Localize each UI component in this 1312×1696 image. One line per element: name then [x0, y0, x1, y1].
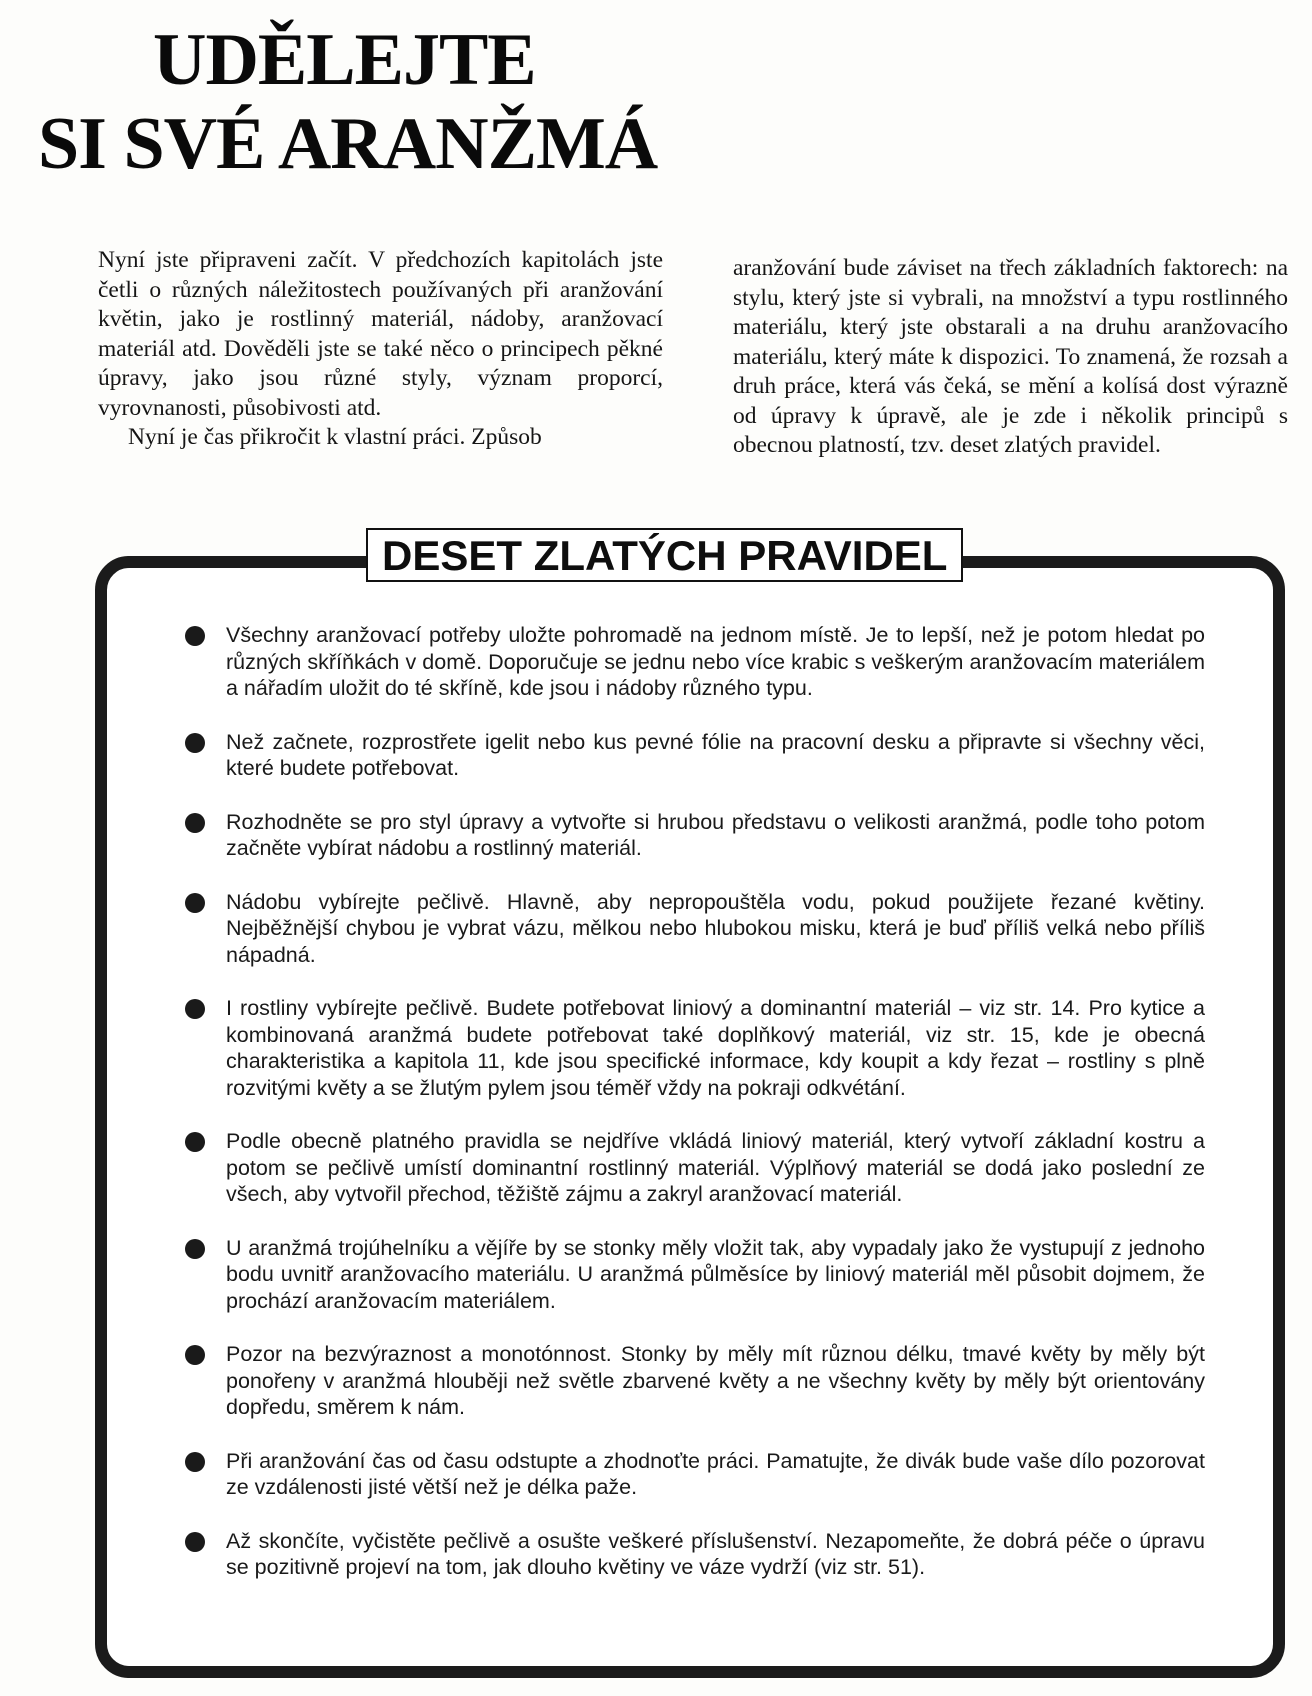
rules-list — [180, 622, 1205, 1608]
bullet-icon — [185, 999, 205, 1019]
rule-item — [180, 1448, 1205, 1501]
page-title — [38, 18, 657, 186]
bullet-icon — [185, 1532, 205, 1552]
rule-text: U aranžmá trojúhelníku a vějíře by se stonky měly vložit tak, aby vypadaly jako že vystupují z jednoho bodu uvnitř aranžovacího materiálu. U aranžmá půlměsíce by liniový materiál měl působit dojmem, že prochází aranžovacím materiálem. — [226, 1235, 1205, 1313]
rule-text: Při aranžování čas od času odstupte a zhodnoťte práci. Pamatujte, že divák bude vaše dílo pozorovat ze vzdálenosti jisté větší než je délka paže. — [226, 1448, 1205, 1499]
bullet-icon — [185, 1239, 205, 1259]
intro-paragraph-2: Nyní je čas přikročit k vlastní práci. Způsob — [128, 424, 542, 450]
rule-text: Všechny aranžovací potřeby uložte pohromadě na jednom místě. Je to lepší, než je potom hledat po různých skříňkách v domě. Doporučuje se jednu nebo více krabic s veškerým aranžovacím materiálem a nářadím uložit do té skříně, kde jsou i nádoby různého typu. — [226, 623, 1205, 700]
bullet-icon — [185, 733, 205, 753]
bullet-icon — [185, 1132, 205, 1152]
rule-item — [180, 1235, 1205, 1315]
rule-text: Než začnete, rozprostřete igelit nebo kus pevné fólie na pracovní desku a připravte si všechny věci, které budete potřebovat. — [226, 729, 1205, 780]
intro-paragraph-1: Nyní jste připraveni začít. V předchozích kapitolách jste četli o různých náležitostech používaných při aranžování květin, jako je rostlinný materiál, nádoby, aranžovací materiál atd. Dověděli jste se také něco o principech pěkné úpravy, jako jsou různé styly, význam proporcí, vyrovnanosti, působivosti atd. — [98, 247, 663, 421]
bullet-icon — [185, 1345, 205, 1365]
rules-box-title: DESET ZLATÝCH PRAVIDEL — [366, 528, 963, 582]
rule-item — [180, 809, 1205, 862]
bullet-icon — [185, 626, 205, 646]
bullet-icon — [185, 893, 205, 913]
rule-item — [180, 1528, 1205, 1581]
rule-item — [180, 1128, 1205, 1208]
rule-item — [180, 622, 1205, 702]
intro-left-column — [98, 246, 663, 453]
rule-item — [180, 729, 1205, 782]
rule-text: Pozor na bezvýraznost a monotónnost. Stonky by měly mít různou délku, tmavé květy by měly být ponořeny v aranžmá hlouběji než světle zbarvené květy a ne všechny květy by měly být orientovány dopředu, směrem k nám. — [226, 1342, 1205, 1419]
rule-text: Až skončíte, vyčistěte pečlivě a osušte veškeré příslušenství. Nezapomeňte, že dobrá péče o úpravu se pozitivně projeví na tom, jak dlouho květiny ve váze vydrží (viz str. 51). — [226, 1528, 1205, 1579]
rule-text: I rostliny vybírejte pečlivě. Budete potřebovat liniový a dominantní materiál – viz str. 14. Pro kytice a kombinovaná aranžmá budete potřebovat také doplňkový materiál, viz str. 15, kde je obecná charakteristika a kapitola 11, kde jsou specifické informace, kdy koupit a kdy řezat – rostliny s plně rozvitými květy a se žlutým pylem jsou téměř vždy na pokraji odkvétání. — [226, 996, 1205, 1100]
rule-item — [180, 995, 1205, 1101]
title-line-1: UDĚLEJTE — [153, 19, 536, 101]
bullet-icon — [185, 1452, 205, 1472]
intro-right-column — [733, 254, 1288, 461]
rule-text: Podle obecně platného pravidla se nejdříve vkládá liniový materiál, který vytvoří základní kostru a potom se pečlivě umístí dominantní rostlinný materiál. Výplňový materiál se dodá jako poslední ze všech, aby vytvořil přechod, těžiště zájmu a zakryl aranžovací materiál. — [226, 1129, 1205, 1206]
rule-item — [180, 1341, 1205, 1421]
rule-text: Rozhodněte se pro styl úpravy a vytvořte si hrubou představu o velikosti aranžmá, podle toho potom začněte vybírat nádobu a rostlinný materiál. — [226, 809, 1205, 860]
rule-item — [180, 889, 1205, 969]
rule-text: Nádobu vybírejte pečlivě. Hlavně, aby nepropouštěla vodu, pokud použijete řezané květiny. Nejběžnější chybou je vybrat vázu, mělkou nebo hlubokou misku, která je buď příliš velká nebo příliš nápadná. — [226, 889, 1205, 967]
bullet-icon — [185, 813, 205, 833]
intro-paragraph-3: aranžování bude záviset na třech základních faktorech: na stylu, který jste si vybrali, na množství a typu rostlinného materiálu, který jste obstarali a na druhu aranžovacího materiálu, který máte k dispozici. To znamená, že rozsah a druh práce, která vás čeká, se mění a kolísá dost výrazně od úpravy k úpravě, ale je zde i několik principů s obecnou platností, tzv. deset zlatých pravidel. — [733, 255, 1288, 458]
title-line-2: SI SVÉ ARANŽMÁ — [38, 103, 658, 185]
